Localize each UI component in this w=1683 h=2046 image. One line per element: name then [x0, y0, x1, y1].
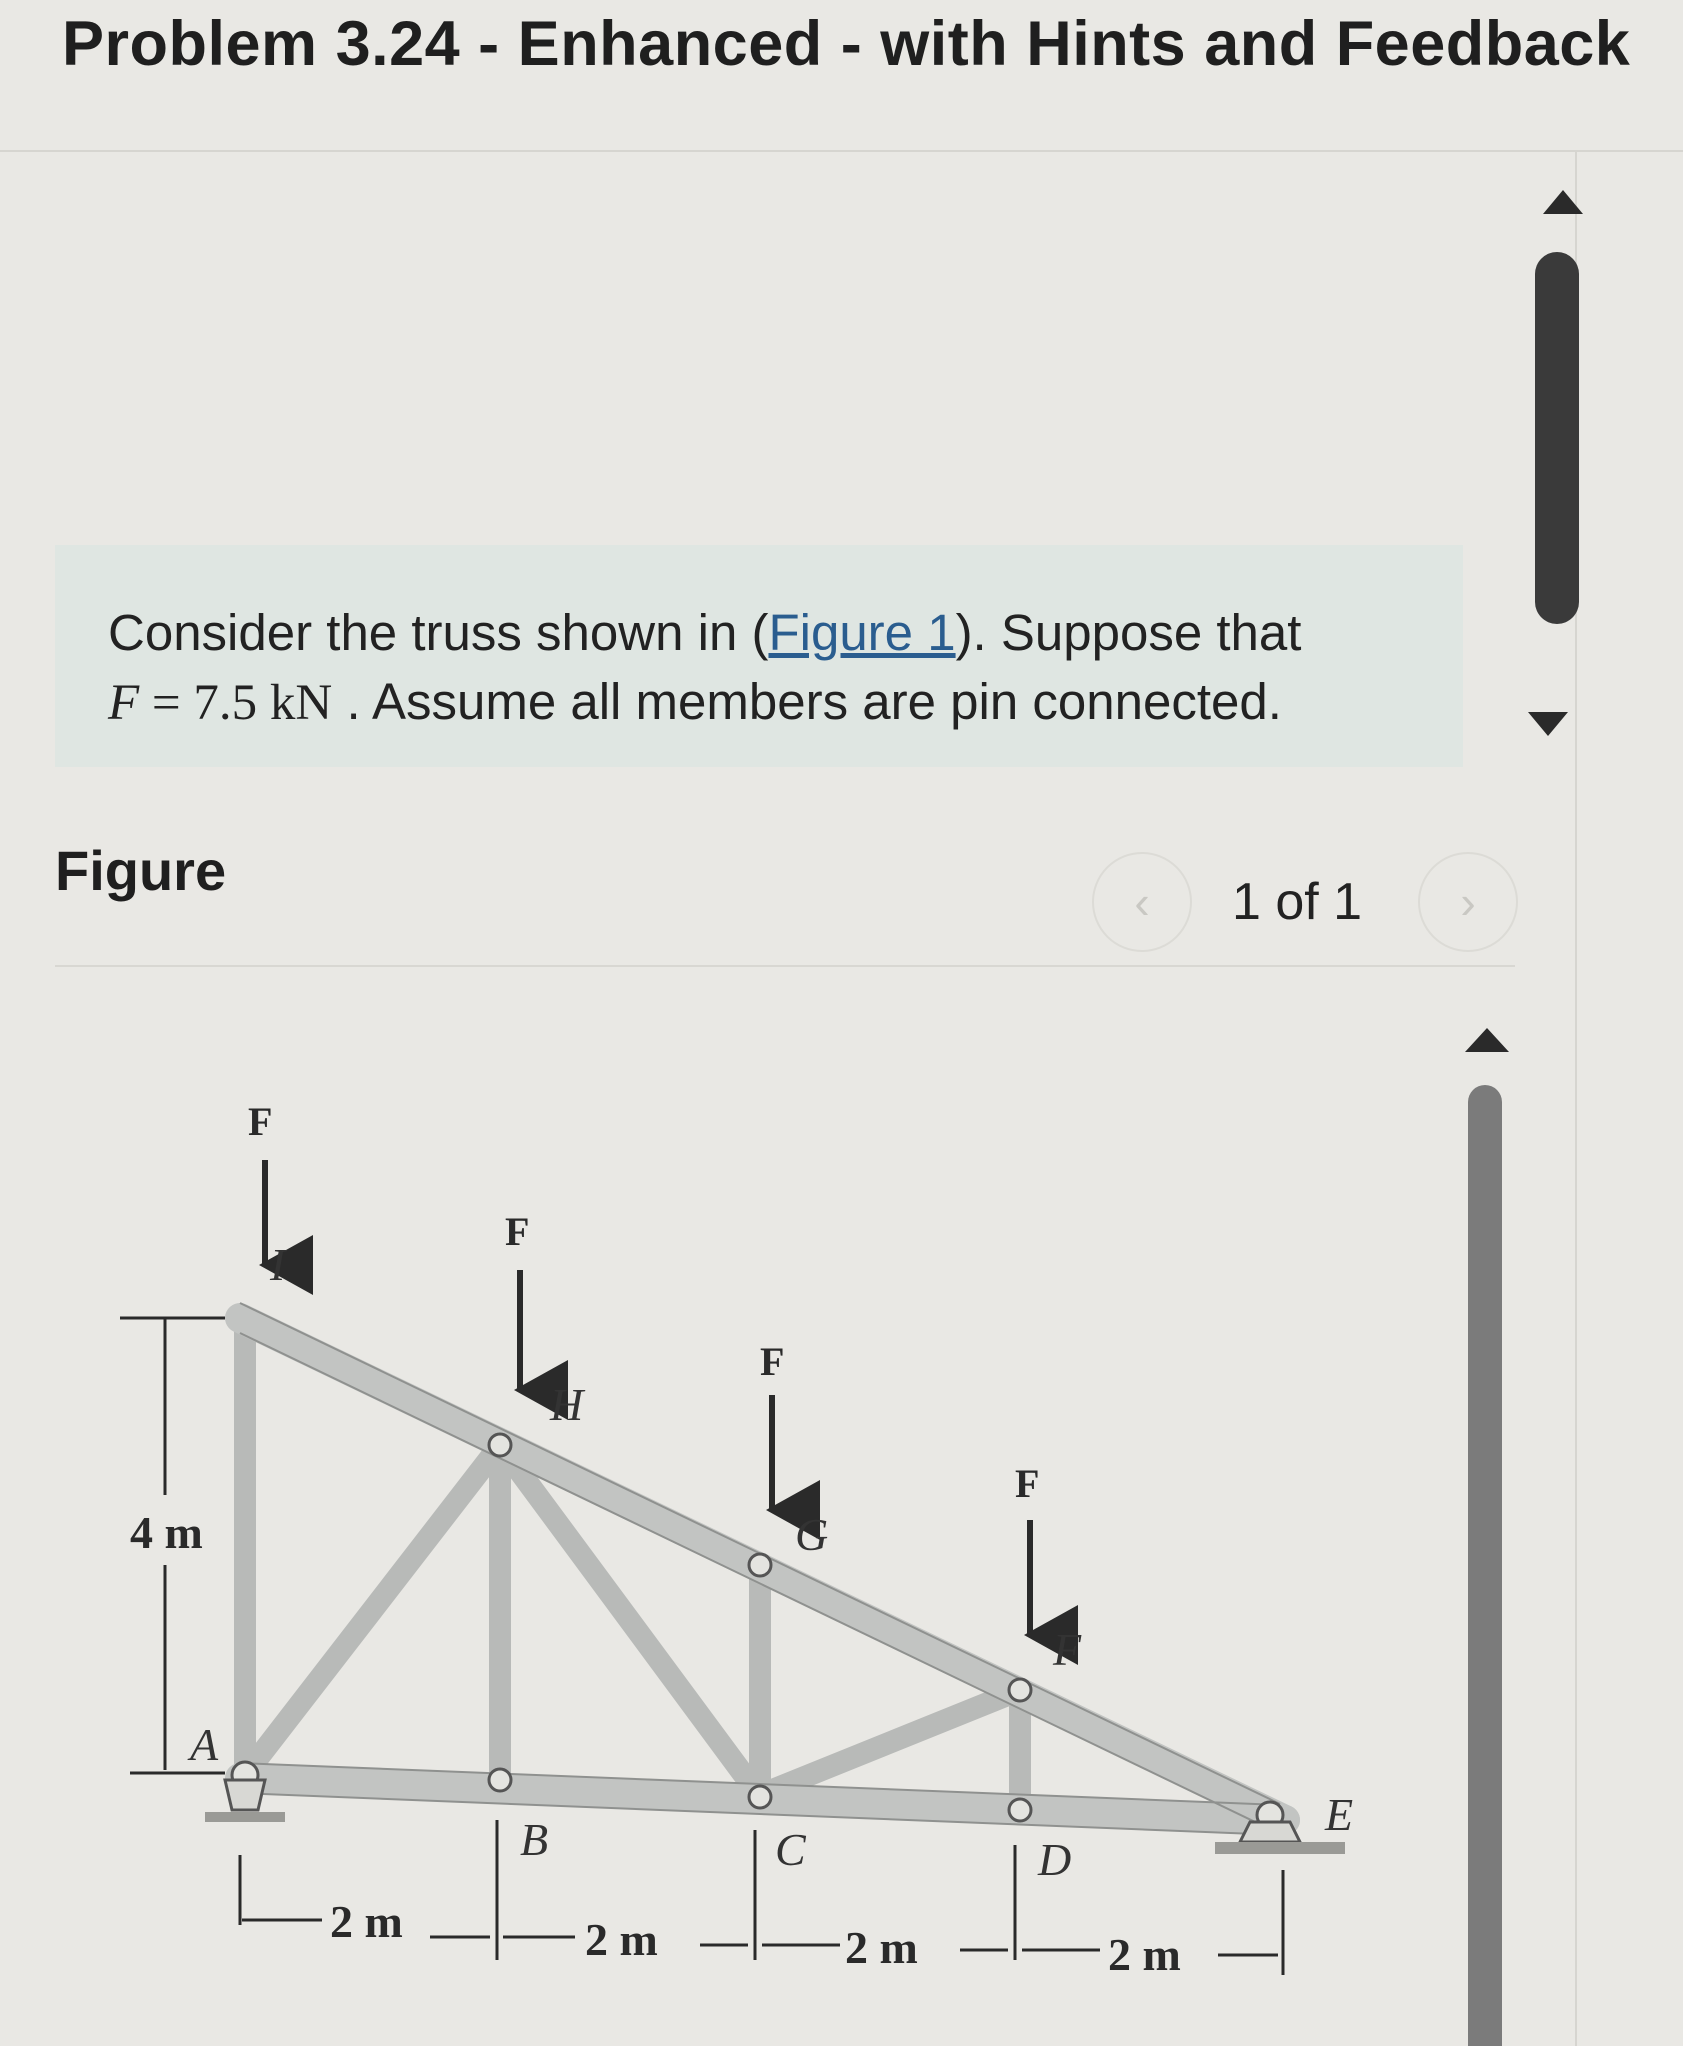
chevron-right-icon: › — [1460, 876, 1476, 928]
scrollbar-thumb[interactable] — [1535, 252, 1579, 624]
scroll-up-arrow-icon[interactable] — [1543, 190, 1583, 214]
joint-label-B: B — [520, 1814, 549, 1865]
span-dimension-4: 2 m — [1108, 1929, 1181, 1980]
figure-pager-count: 1 of 1 — [1232, 873, 1363, 931]
pin-H — [489, 1434, 511, 1456]
figure-heading: Figure — [55, 839, 227, 902]
equals-sign: = — [139, 675, 194, 731]
problem-statement — [108, 598, 1438, 738]
truss-figure — [0, 1000, 1400, 2046]
truss-members — [245, 1320, 1020, 1808]
joint-label-D: D — [1038, 1834, 1072, 1885]
chevron-left-icon: ‹ — [1134, 876, 1150, 928]
force-equation — [108, 675, 332, 731]
force-value: 7.5 — [193, 675, 258, 731]
span-dimension-1: 2 m — [330, 1896, 403, 1947]
figure-link[interactable]: Figure 1 — [768, 604, 956, 661]
span-dimension-2: 2 m — [585, 1914, 658, 1965]
prompt-text-end: . Assume all members are pin connected. — [346, 673, 1282, 730]
joint-label-H: H — [550, 1379, 584, 1430]
joint-label-C: C — [775, 1824, 806, 1875]
load-label-H: F — [505, 1209, 530, 1254]
prompt-text-start: Consider the truss shown in ( — [108, 604, 769, 661]
member-AH — [245, 1445, 500, 1775]
joint-label-A: A — [190, 1719, 219, 1770]
force-variable: F — [108, 675, 140, 731]
figure-scroll-up-arrow-icon[interactable] — [1465, 1028, 1509, 1052]
prev-figure-button[interactable] — [1092, 852, 1192, 952]
span-dimension-3: 2 m — [845, 1922, 918, 1973]
joint-label-E: E — [1325, 1789, 1354, 1840]
figure-scrollbar-thumb[interactable] — [1468, 1085, 1502, 2046]
force-unit: kN — [269, 675, 333, 731]
pin-D — [1009, 1799, 1031, 1821]
prompt-text-mid: ). Suppose that — [955, 604, 1302, 661]
pin-G — [749, 1554, 771, 1576]
joint-label-I: I — [270, 1239, 286, 1290]
load-label-F: F — [1015, 1461, 1040, 1506]
member-CF — [760, 1690, 1020, 1795]
pin-C — [749, 1786, 771, 1808]
scroll-down-arrow-icon[interactable] — [1528, 712, 1568, 736]
joint-label-G: G — [795, 1509, 829, 1560]
pin-B — [489, 1769, 511, 1791]
load-label-I: F — [248, 1099, 273, 1144]
height-dimension: 4 m — [130, 1507, 203, 1558]
next-figure-button[interactable] — [1418, 852, 1518, 952]
load-label-G: F — [760, 1339, 785, 1384]
joint-label-F: F — [1053, 1624, 1082, 1675]
header-divider — [0, 150, 1683, 152]
figure-divider — [55, 965, 1515, 967]
pin-F — [1009, 1679, 1031, 1701]
page-title: Problem 3.24 - Enhanced - with Hints and Feedback — [62, 9, 1631, 79]
